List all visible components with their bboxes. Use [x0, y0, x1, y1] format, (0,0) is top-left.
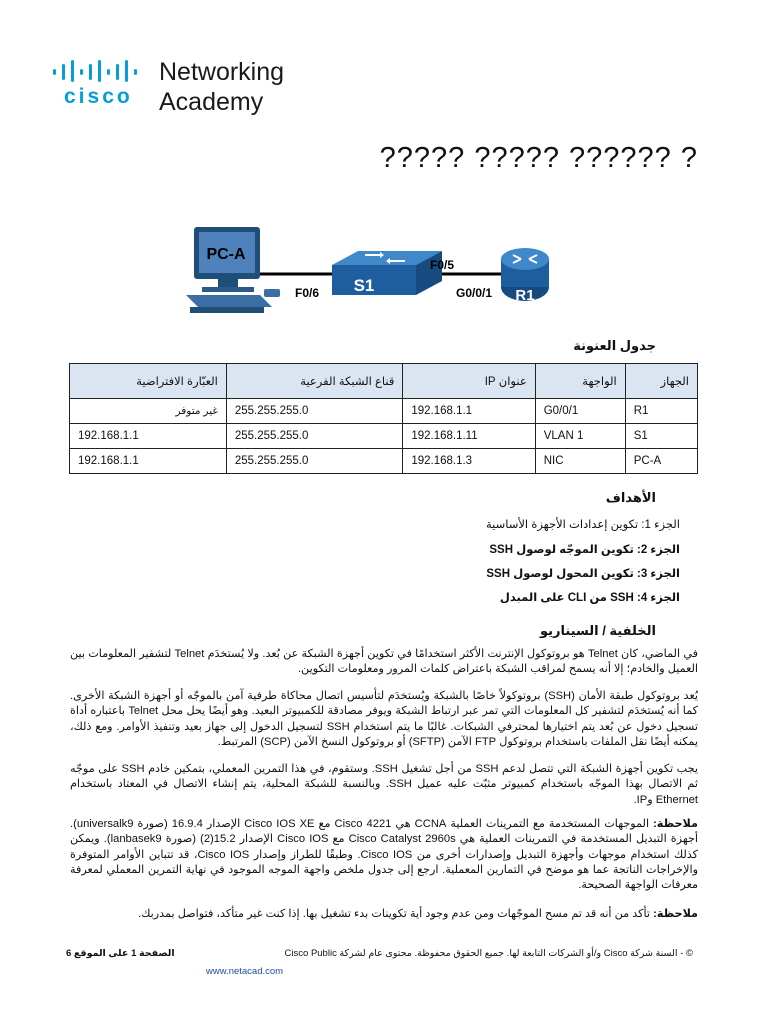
- background-heading: الخلفية / السيناريو: [540, 623, 656, 638]
- port-label-f0-5: F0/5: [430, 258, 455, 272]
- cell-subnet-mask: 255.255.255.0: [226, 449, 402, 474]
- header-ip-address: عنوان IP: [403, 364, 535, 399]
- background-paragraph: في الماضي، كان Telnet هو بروتوكول الإنترنت الأكثر استخدامًا في تكوين أجهزة الشبكة عن بُعد. ولا يُستخدَم Telnet لتشفير المعلومات بين العميل والخادم؛ إلا أنه يسمح لمراقب الشبكة باعتراض كلمات المرور ومعلومات التكوين.: [70, 648, 698, 676]
- cell-device: R1: [625, 399, 697, 424]
- objective-item: الجزء 3: تكوين المحول لوصول SSH: [486, 568, 680, 580]
- objectives-heading: الأهداف: [605, 490, 656, 505]
- cell-device: S1: [625, 424, 697, 449]
- note-label: ملاحظة:: [653, 908, 698, 920]
- header-device: الجهاز: [625, 364, 697, 399]
- cell-device: PC-A: [625, 449, 697, 474]
- cell-ip-address: 192.168.1.11: [403, 424, 535, 449]
- cell-ip-address: 192.168.1.3: [403, 449, 535, 474]
- cell-subnet-mask: 255.255.255.0: [226, 424, 402, 449]
- header-interface: الواجهة: [535, 364, 625, 399]
- cisco-bridge-logo-icon: [53, 60, 148, 82]
- cell-interface: NIC: [535, 449, 625, 474]
- table-row: [70, 399, 698, 424]
- background-paragraph: يجب تكوين أجهزة الشبكة التي تتصل لدعم SSH من أجل تشغيل SSH. وستقوم، في هذا التمرين المعملي، بتمكين خادم SSH على موجّه ثم الاتصال بهذا الموجّه باستخدام كمبيوتر مثبّت عليه عميل SSH. وبالنسبة للشبكة المحلية، يتم إنشاء الاتصال في المعتاد باستخدام Ethernet وIP.: [70, 763, 698, 806]
- note-text: تأكد من أنه قد تم مسح الموجّهات ومن عدم وجود أية تكوينات بدء تشغيل بها. إذا كنت غير متأكد، فتواصل بمدربك.: [138, 908, 654, 920]
- cell-interface: VLAN 1: [535, 424, 625, 449]
- port-label-f0-6: F0/6: [295, 286, 320, 300]
- cell-default-gateway: 192.168.1.1: [70, 449, 227, 474]
- cell-default-gateway: 192.168.1.1: [70, 424, 227, 449]
- footer-page-number: الصفحة 1 على الموقع 6: [66, 948, 175, 959]
- pc-label: PC-A: [206, 246, 246, 263]
- footer-url-link[interactable]: www.netacad.com: [206, 966, 284, 977]
- header-subnet-mask: قناع الشبكة الفرعية: [226, 364, 402, 399]
- logo-networking-text: Networking: [159, 58, 285, 86]
- switch-s1-icon: [332, 251, 442, 295]
- objective-item: الجزء 1: تكوين إعدادات الأجهزة الأساسية: [485, 519, 680, 531]
- objective-item: الجزء 4: SSH من CLI على المبدل: [499, 592, 680, 604]
- logo-academy-text: Academy: [159, 88, 264, 116]
- note-text: الموجهات المستخدمة مع التمرينات العملية CCNA هي Cisco 4221 مع Cisco IOS XE الإصدار 16.9.4 (صورة universalk9). أجهزة التبديل المستخدمة في التمرينات العملية هي Cisco Catalyst 2960s مع Cisco IOS الإصدار 15.2(2) (صورة lanbasek9). ويمكن كذلك استخدام موجهات وأجهزة التبديل وإصدارات أخرى من Cisco IOS. وطبقًا للطراز وإصدار Cisco IOS، قد تتباين الأوامر المتوفرة والإخراجات الناتجة عما هو موضح في التمارين المعملية. ارجع إلى جدول ملخص واجهة الموجه الموجود في نهاية التمرين المعملي لمعرفة معرفات الواجهة الصحيحة.: [70, 818, 699, 892]
- addressing-table-heading: جدول العنونة: [573, 338, 656, 353]
- cisco-wordmark: cisco: [64, 85, 133, 108]
- port-label-g0-0-1: G0/0/1: [456, 286, 493, 300]
- network-topology-diagram: [180, 225, 550, 325]
- pc-a-icon: [186, 227, 280, 313]
- cell-ip-address: 192.168.1.1: [403, 399, 535, 424]
- cisco-networking-academy-logo: [50, 58, 310, 118]
- router-label: R1: [515, 287, 535, 304]
- note-paragraph: [70, 907, 698, 922]
- note-label: ملاحظة:: [653, 818, 698, 830]
- table-row: [70, 424, 698, 449]
- document-title: ????? ????? ?????? ?: [379, 142, 698, 174]
- cell-subnet-mask: 255.255.255.0: [226, 399, 402, 424]
- header-default-gateway: العبّارة الافتراضية: [70, 364, 227, 399]
- cell-interface: G0/0/1: [535, 399, 625, 424]
- footer-copyright: © - السنة شركة Cisco و/أو الشركات التابعة لها. جميع الحقوق محفوظة. محتوى عام لشركة Cisco Public: [284, 948, 693, 959]
- note-paragraph: [70, 817, 698, 893]
- table-header-row: [70, 364, 698, 399]
- switch-label: S1: [353, 276, 375, 295]
- objective-item: الجزء 2: تكوين الموجّه لوصول SSH: [489, 544, 680, 556]
- cell-default-gateway: غير متوفر: [70, 399, 227, 424]
- background-paragraph: يُعد بروتوكول طبقة الأمان (SSH) بروتوكولاً خاصًا بالشبكة ويُستخدَم لتأسيس اتصال محاكاة طرفية آمن بالموجّه أو أجهزة الشبكة الأخرى. كما أنه يُستخدَم لتشفير كل المعلومات التي تمر عبر ارتباط الشبكة ويوفر مصادقة للكمبيوتر البعيد. وهو أيضًا يحل محل Telnet باعتباره أداة تسجيل دخول عن بُعد يتم اختيارها لمحترفي الشبكات. غالبًا ما يتم استخدام SSH لتسجيل الدخول إلى جهاز بعيد وتنفيذ الأوامر. ومع ذلك، يمكنه أيضًا نقل الملفات باستخدام بروتوكول FTP الآمن (SFTP) أو بروتوكول النسخ الآمن (SCP) المرتبط.: [70, 690, 699, 748]
- addressing-table: [69, 363, 698, 474]
- table-row: [70, 449, 698, 474]
